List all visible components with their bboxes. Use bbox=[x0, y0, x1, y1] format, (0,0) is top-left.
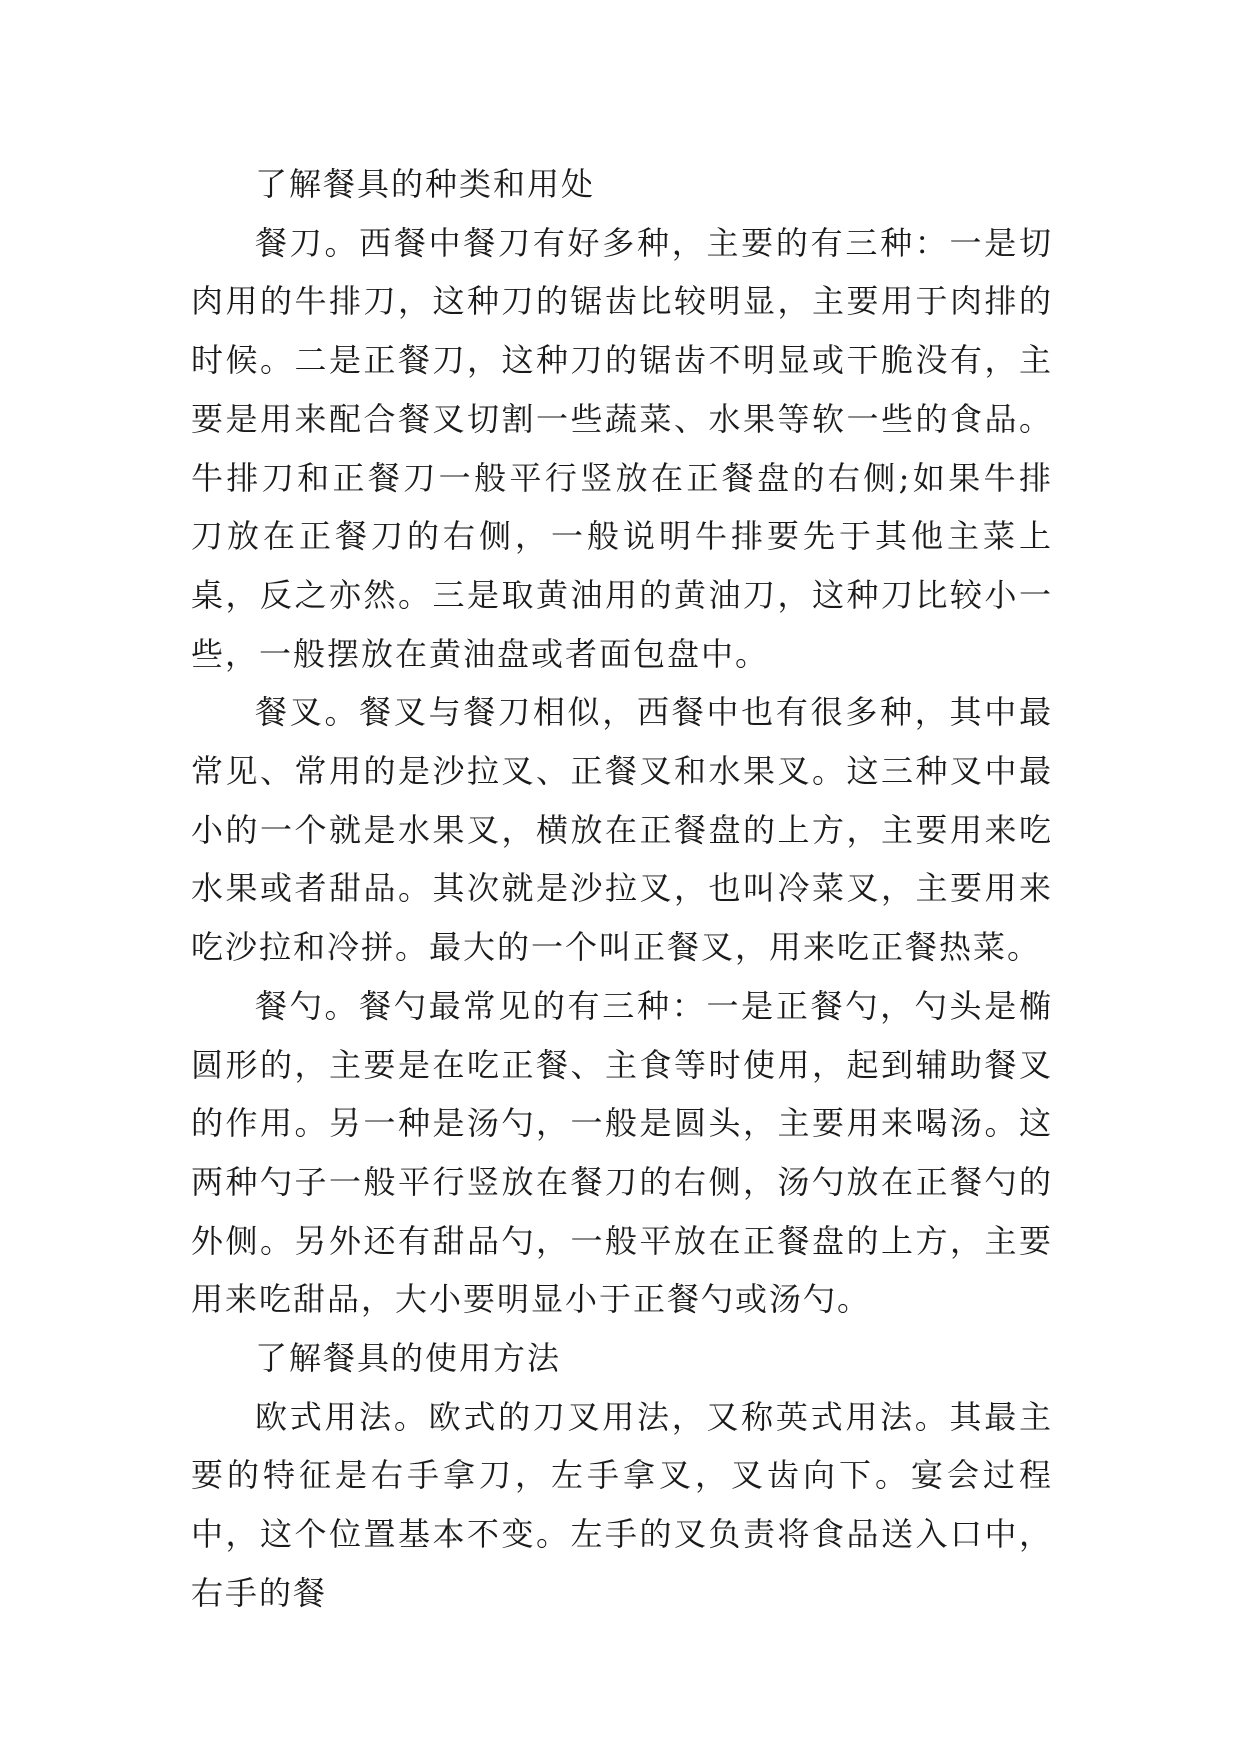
document-body bbox=[191, 155, 1053, 1623]
paragraph-knife: 餐刀。西餐中餐刀有好多种，主要的有三种：一是切肉用的牛排刀，这种刀的锯齿比较明显，主要用于肉排的时候。二是正餐刀，这种刀的锯齿不明显或干脆没有，主要是用来配合餐叉切割一些蔬菜、水果等软一些的食品。牛排刀和正餐刀一般平行竖放在正餐盘的右侧;如果牛排刀放在正餐刀的右侧，一般说明牛排要先于其他主菜上桌，反之亦然。三是取黄油用的黄油刀，这种刀比较小一些，一般摆放在黄油盘或者面包盘中。 bbox=[191, 223, 1053, 673]
section-heading-tableware-types: 了解餐具的种类和用处 bbox=[255, 165, 596, 203]
section-heading-tableware-usage: 了解餐具的使用方法 bbox=[255, 1339, 562, 1378]
paragraph-fork: 餐叉。餐叉与餐刀相似，西餐中也有很多种，其中最常见、常用的是沙拉叉、正餐叉和水果叉。这三种叉中最小的一个就是水果叉，横放在正餐盘的上方，主要用来吃水果或者甜品。其次就是沙拉叉，也叫冷菜叉，主要用来吃沙拉和冷拼。最大的一个叫正餐叉，用来吃正餐热菜。 bbox=[191, 693, 1053, 967]
paragraph-european-style: 欧式用法。欧式的刀叉用法，又称英式用法。其最主要的特征是右手拿刀，左手拿叉，叉齿向下。宴会过程中，这个位置基本不变。左手的叉负责将食品送入口中，右手的餐 bbox=[191, 1397, 1053, 1612]
paragraph-spoon: 餐勺。餐勺最常见的有三种：一是正餐勺，勺头是椭圆形的，主要是在吃正餐、主食等时使用，起到辅助餐叉的作用。另一种是汤勺，一般是圆头，主要用来喝汤。这两种勺子一般平行竖放在餐刀的右侧，汤勺放在正餐勺的外侧。另外还有甜品勺，一般平放在正餐盘的上方，主要用来吃甜品，大小要明显小于正餐勺或汤勺。 bbox=[191, 986, 1053, 1319]
